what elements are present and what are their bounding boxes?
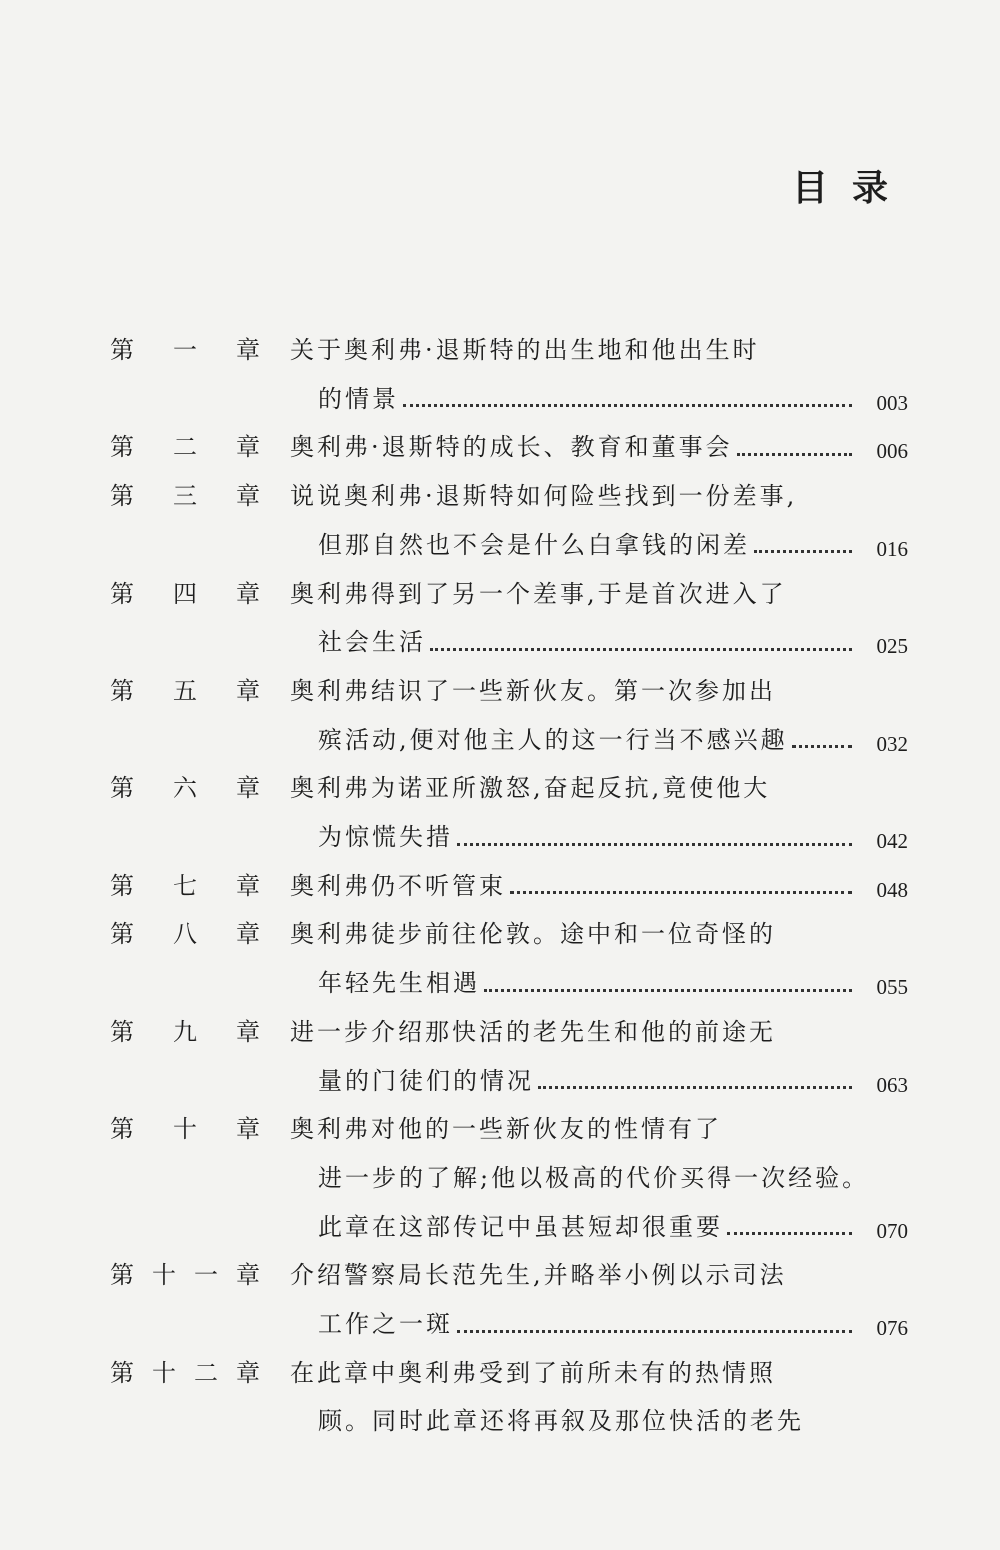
chapter-label-char: 章 bbox=[236, 336, 260, 364]
chapter-title: 在此章中奥利弗受到了前所未有的热情照 bbox=[290, 1358, 776, 1387]
chapter-label-char: 章 bbox=[236, 579, 260, 608]
toc-entry-row bbox=[0, 379, 1000, 419]
chapter-title: 奥利弗为诺亚所激怒,奋起反抗,竟使他大 bbox=[290, 774, 771, 803]
toc-entry-row bbox=[0, 574, 1000, 614]
chapter-title-continued: 此章在这部传记中虽甚短却很重要 bbox=[318, 1212, 723, 1241]
page-title: 目录 bbox=[791, 168, 912, 209]
chapter-label-char: 第 bbox=[110, 676, 134, 705]
chapter-label-char: 十 bbox=[152, 1261, 176, 1290]
chapter-title: 奥利弗·退斯特的成长、教育和董事会 bbox=[290, 433, 733, 462]
chapter-title: 奥利弗得到了另一个差事,于是首次进入了 bbox=[290, 579, 787, 608]
dot-leader bbox=[403, 404, 852, 407]
toc-entry-row bbox=[0, 866, 1000, 906]
toc-entry-row bbox=[0, 330, 1000, 370]
chapter-title: 奥利弗结识了一些新伙友。第一次参加出 bbox=[290, 676, 776, 705]
toc-entry-row bbox=[0, 1109, 1000, 1149]
chapter-label-char: 第 bbox=[110, 579, 134, 608]
toc-entry-leader bbox=[318, 1304, 908, 1344]
chapter-title: 奥利弗仍不听管束 bbox=[290, 871, 506, 900]
chapter-label-char: 十 bbox=[152, 1358, 176, 1387]
toc-entry-row bbox=[0, 1061, 1000, 1101]
toc-entry-leader bbox=[318, 1207, 908, 1247]
chapter-title: 奥利弗对他的一些新伙友的性情有了 bbox=[290, 1115, 722, 1144]
toc-entry-row bbox=[0, 963, 1000, 1003]
chapter-label bbox=[110, 476, 260, 516]
toc-entry-leader bbox=[318, 720, 908, 760]
chapter-title-continued: 但那自然也不会是什么白拿钱的闲差 bbox=[318, 530, 750, 559]
chapter-title-continued: 的情景 bbox=[318, 384, 399, 413]
toc-entry-row bbox=[0, 671, 1000, 711]
chapter-label-char: 第 bbox=[110, 1358, 134, 1387]
dot-leader bbox=[484, 989, 852, 992]
chapter-title-continued: 量的门徒们的情况 bbox=[318, 1066, 534, 1095]
toc-entry-row bbox=[0, 720, 1000, 760]
dot-leader bbox=[457, 843, 852, 846]
chapter-title-continued: 年轻先生相遇 bbox=[318, 969, 480, 998]
toc-entry-leader bbox=[318, 1061, 908, 1101]
page-number: 032 bbox=[876, 731, 908, 756]
dot-leader bbox=[737, 453, 852, 456]
chapter-label-char: 章 bbox=[236, 676, 260, 705]
chapter-label bbox=[110, 866, 260, 906]
chapter-label bbox=[110, 1255, 260, 1295]
chapter-label-char: 第 bbox=[110, 871, 134, 900]
chapter-label-char: 章 bbox=[236, 433, 260, 462]
dot-leader bbox=[510, 891, 852, 894]
chapter-label-char: 章 bbox=[236, 1115, 260, 1144]
toc-entry-leader bbox=[318, 817, 908, 857]
chapter-label-char: 章 bbox=[236, 920, 260, 949]
chapter-label-char: 章 bbox=[236, 1017, 260, 1046]
chapter-label bbox=[110, 914, 260, 954]
chapter-label-char: 第 bbox=[110, 774, 134, 803]
toc-entry-row bbox=[0, 768, 1000, 808]
page-number: 048 bbox=[876, 877, 908, 902]
chapter-label-char: 四 bbox=[173, 579, 197, 608]
page-number: 025 bbox=[876, 634, 908, 659]
page-number: 063 bbox=[876, 1072, 908, 1097]
toc-entry-row bbox=[0, 1304, 1000, 1344]
chapter-title: 奥利弗徒步前往伦敦。途中和一位奇怪的 bbox=[290, 920, 776, 949]
chapter-label-char: 三 bbox=[173, 482, 197, 511]
chapter-title-continued: 顾。同时此章还将再叙及那位快活的老先 bbox=[318, 1407, 804, 1436]
chapter-title: 说说奥利弗·退斯特如何险些找到一份差事, bbox=[290, 482, 798, 511]
toc-entry-leader bbox=[318, 963, 908, 1003]
chapter-title-continued: 为惊慌失措 bbox=[318, 823, 453, 851]
dot-leader bbox=[792, 745, 852, 748]
chapter-label-char: 第 bbox=[110, 482, 134, 511]
chapter-label bbox=[110, 574, 260, 614]
toc-entry-row bbox=[0, 1207, 1000, 1247]
chapter-title-continued: 工作之一斑 bbox=[318, 1310, 453, 1338]
chapter-label-char: 七 bbox=[173, 871, 197, 900]
chapter-label-char: 八 bbox=[173, 920, 197, 949]
chapter-label bbox=[110, 427, 260, 467]
toc-entry-row bbox=[0, 914, 1000, 954]
page-number: 006 bbox=[876, 439, 908, 464]
toc-entry-leader bbox=[318, 379, 908, 419]
chapter-label-char: 五 bbox=[173, 676, 197, 705]
toc-entry-row bbox=[0, 427, 1000, 467]
chapter-label bbox=[110, 1109, 260, 1149]
chapter-label bbox=[110, 671, 260, 711]
toc-entry-leader bbox=[290, 866, 908, 906]
chapter-title: 进一步介绍那快活的老先生和他的前途无 bbox=[290, 1017, 776, 1046]
toc-entry-row bbox=[0, 817, 1000, 857]
chapter-title: 介绍警察局长范先生,并略举小例以示司法 bbox=[290, 1261, 787, 1290]
toc-entry-row bbox=[0, 1401, 1000, 1441]
page-number: 003 bbox=[876, 390, 908, 415]
chapter-label-char: 十 bbox=[173, 1115, 197, 1144]
chapter-label-char: 章 bbox=[236, 774, 260, 803]
chapter-label bbox=[110, 768, 260, 808]
dot-leader bbox=[538, 1086, 852, 1089]
chapter-label-char: 第 bbox=[110, 920, 134, 949]
chapter-title-continued: 殡活动,便对他主人的这一行当不感兴趣 bbox=[318, 725, 788, 754]
chapter-label-char: 第 bbox=[110, 1261, 134, 1290]
chapter-label bbox=[110, 330, 260, 370]
chapter-label-char: 第 bbox=[110, 1017, 134, 1046]
toc-entry-row bbox=[0, 622, 1000, 662]
chapter-label-char: 章 bbox=[236, 482, 260, 511]
dot-leader bbox=[430, 648, 852, 651]
chapter-label-char: 章 bbox=[236, 1358, 260, 1387]
page-number: 076 bbox=[876, 1316, 908, 1340]
chapter-label-char: 章 bbox=[236, 871, 260, 900]
chapter-label-char: 一 bbox=[173, 336, 197, 364]
toc-entry-row bbox=[0, 1255, 1000, 1295]
chapter-label-char: 九 bbox=[173, 1017, 197, 1046]
toc-entry-row bbox=[0, 1353, 1000, 1393]
page-number: 055 bbox=[876, 975, 908, 1000]
dot-leader bbox=[457, 1330, 852, 1333]
toc-entry-leader bbox=[290, 427, 908, 467]
chapter-title: 关于奥利弗·退斯特的出生地和他出生时 bbox=[290, 336, 760, 364]
toc-entry-row bbox=[0, 1012, 1000, 1052]
toc-entry-leader bbox=[318, 622, 908, 662]
toc-entry-leader bbox=[318, 525, 908, 565]
chapter-label bbox=[110, 1012, 260, 1052]
chapter-title-continued: 进一步的了解;他以极高的代价买得一次经验。 bbox=[318, 1163, 870, 1192]
dot-leader bbox=[754, 550, 852, 553]
chapter-label-char: 章 bbox=[236, 1261, 260, 1290]
chapter-label-char: 六 bbox=[173, 774, 197, 803]
page-number: 070 bbox=[876, 1218, 908, 1243]
chapter-label-char: 第 bbox=[110, 336, 134, 364]
chapter-label-char: 二 bbox=[194, 1358, 218, 1387]
toc-entry-row bbox=[0, 525, 1000, 565]
toc-entry-row bbox=[0, 1158, 1000, 1198]
chapter-title-continued: 社会生活 bbox=[318, 628, 426, 657]
chapter-label-char: 第 bbox=[110, 1115, 134, 1144]
page-number: 042 bbox=[876, 829, 908, 853]
chapter-label bbox=[110, 1353, 260, 1393]
page-number: 016 bbox=[876, 536, 908, 561]
chapter-label-char: 二 bbox=[173, 433, 197, 462]
toc-entry-row bbox=[0, 476, 1000, 516]
chapter-label-char: 第 bbox=[110, 433, 134, 462]
chapter-label-char: 一 bbox=[194, 1261, 218, 1290]
dot-leader bbox=[727, 1232, 852, 1235]
